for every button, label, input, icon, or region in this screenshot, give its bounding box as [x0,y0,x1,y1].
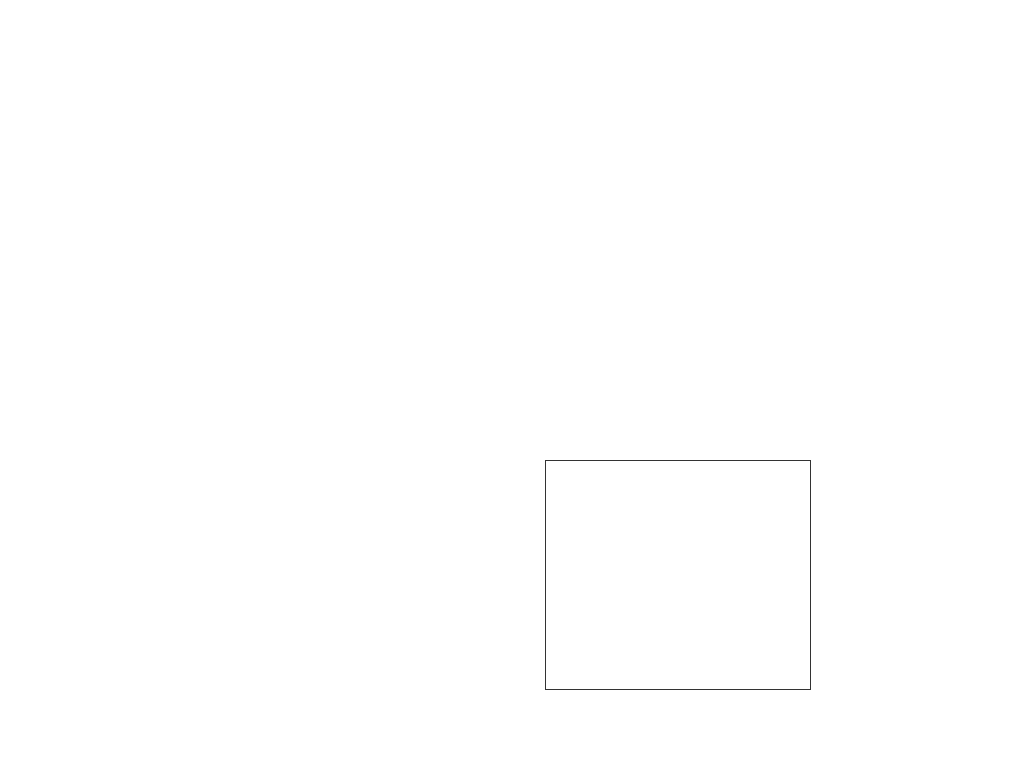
cell-membrane-figure [545,460,811,690]
membrane-illustration [546,461,810,689]
